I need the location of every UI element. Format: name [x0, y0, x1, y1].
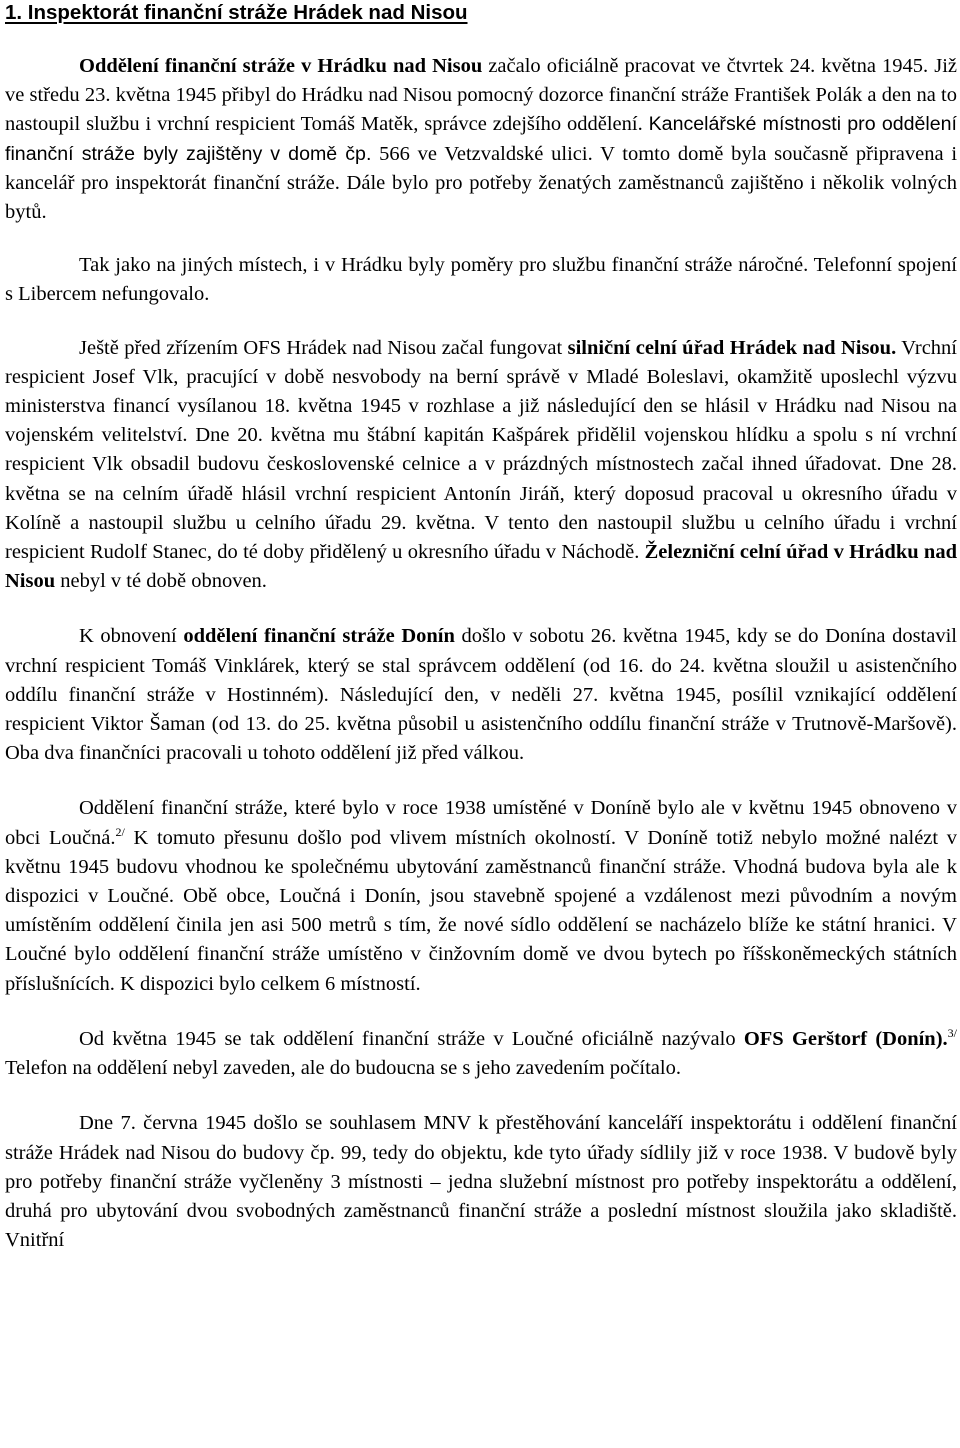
bold-term: OFS Gerštorf (Donín).	[743, 1027, 948, 1050]
footnote-marker: 2/	[115, 824, 125, 839]
paragraph-1	[5, 52, 957, 227]
text-run: nebyl v té době obnoven.	[55, 570, 267, 593]
bold-term: Železniční celní úřad v Hrádku nad Nisou	[5, 541, 957, 593]
text-run: K tomuto přesunu došlo pod vlivem místních okolností. V Doníně totiž nebylo možné nalézt v květnu 1945 budovu vhodnou ke společnému ubytování zaměstnanců finanční stráže. Vhodná budova byla ale k dispozici v Loučné. Obě obce, Loučná i Donín, jsou stavebně spojené a vzdálenost mezi původním a novým umístěním oddělení činila jen asi 500 metrů s tím, že nové sídlo oddělení se nacházelo blíže ke státní hranici. V Loučné bylo oddělení finanční stráže umístěno v činžovním domě ve dvou bytech po říšskoněmeckých státních příslušnících. K dispozici bylo celkem 6 místností.	[5, 826, 957, 995]
bold-term: Oddělení finanční stráže v Hrádku nad Nisou	[79, 55, 483, 77]
text-run: začalo oficiálně pracovat ve čtvrtek 24. května 1945. Již ve středu 23. května 1945 přibyl do Hrádku nad Nisou pomocný dozorce finanční stráže František Polák a den na to nastoupil službu i vrchní respicient Tomáš Matěk, správce zdejšího oddělení.	[5, 55, 957, 136]
paragraph-2: Tak jako na jiných místech, i v Hrádku byly poměry pro službu finanční stráže náročné. Telefonní spojení s Libercem nefungovalo.	[5, 254, 957, 306]
text-run: Telefon na oddělení nebyl zaveden, ale do budoucna se s jeho zavedením počítalo.	[5, 1057, 681, 1080]
text-run: došlo v sobotu 26. května 1945, kdy se do Donína dostavil vrchní respicient Tomáš Vinklárek, který se stal správcem oddělení (od 16. do 24. května sloužil u asistenčního oddílu finanční stráže v Hostinném). Následující den, v neděli 27. května 1945, posílil vznikající oddělení respicient Viktor Šaman (od 13. do 25. května působil u asistenčního oddílu finanční stráže v Trutnově-Maršově). Oba dva finančníci pracovali u tohoto oddělení již před válkou.	[5, 625, 957, 765]
bold-term: oddělení finanční stráže Donín	[183, 625, 455, 648]
section-heading: 1. Inspektorát finanční stráže Hrádek nad Nisou	[5, 1, 468, 24]
text-run: Ještě před zřízením OFS Hrádek nad Nisou začal fungovat	[79, 336, 568, 359]
text-run: Od května 1945 se tak oddělení finanční stráže v Loučné oficiálně nazývalo	[79, 1027, 744, 1050]
bold-term: silniční celní úřad Hrádek nad Nisou.	[567, 336, 897, 359]
paragraph-5	[5, 794, 957, 998]
paragraph-4	[5, 622, 957, 768]
text-run: K obnovení	[79, 625, 184, 648]
footnote-marker: 3/	[947, 1026, 957, 1041]
text-run: Kancelářské místnosti pro oddělení finanční stráže byly zajištěny v domě čp.	[5, 113, 957, 165]
paragraph-3	[5, 334, 957, 597]
text-run: V tomto domě byla současně připravena i kancelář pro inspektorát finanční stráže. Dále bylo pro potřeby ženatých zaměstnanců zajištěno i několik volných bytů.	[5, 142, 958, 224]
paragraph-6	[5, 1025, 957, 1083]
text-run: 566 ve Vetzvaldské ulici.	[371, 142, 601, 165]
text-run: Vrchní respicient Josef Vlk, pracující v době nesvobody na berní správě v Mladé Boleslavi, okamžitě uposlechl výzvu ministerstva financí vysílanou 18. května 1945 v rozhlase a již následující den se hlásil v Hrádku nad Nisou na vojenském velitelství. Dne 20. května mu štábní kapitán Kašpárek přidělil vojenskou hlídku a spolu s ní vrchní respicient Vlk obsadil budovu československé celnice a v prázdných místnostech začal ihned úřadovat. Dne 28. května se na celním úřadě hlásil vrchní respicient Antonín Jiráň, který doposud pracoval u okresního úřadu v Kolíně a nastoupil službu u celního úřadu 29. května. V tento den nastoupil službu u celního úřadu i vrchní respicient Rudolf Stanec, do té doby přidělený u okresního úřadu v Náchodě.	[5, 336, 957, 564]
paragraph-7: Dne 7. června 1945 došlo se souhlasem MNV k přestěhování kanceláří inspektorátu i oddělení finanční stráže Hrádek nad Nisou do budovy čp. 99, tedy do objektu, kde tyto úřady sídlily již v roce 1938. V budově byly pro potřeby finanční stráže vyčleněny 3 místnosti – jedna služební místnost pro potřeby inspektorátu a oddělení, druhá pro ubytování dvou svobodných zaměstnanců finanční stráže a poslední místnost sloužila jako skladiště. Vnitřní	[5, 1112, 957, 1252]
text-run: Oddělení finanční stráže, které bylo v roce 1938 umístěné v Doníně bylo ale v květnu 1945 obnoveno v obci Loučná.	[5, 797, 957, 849]
